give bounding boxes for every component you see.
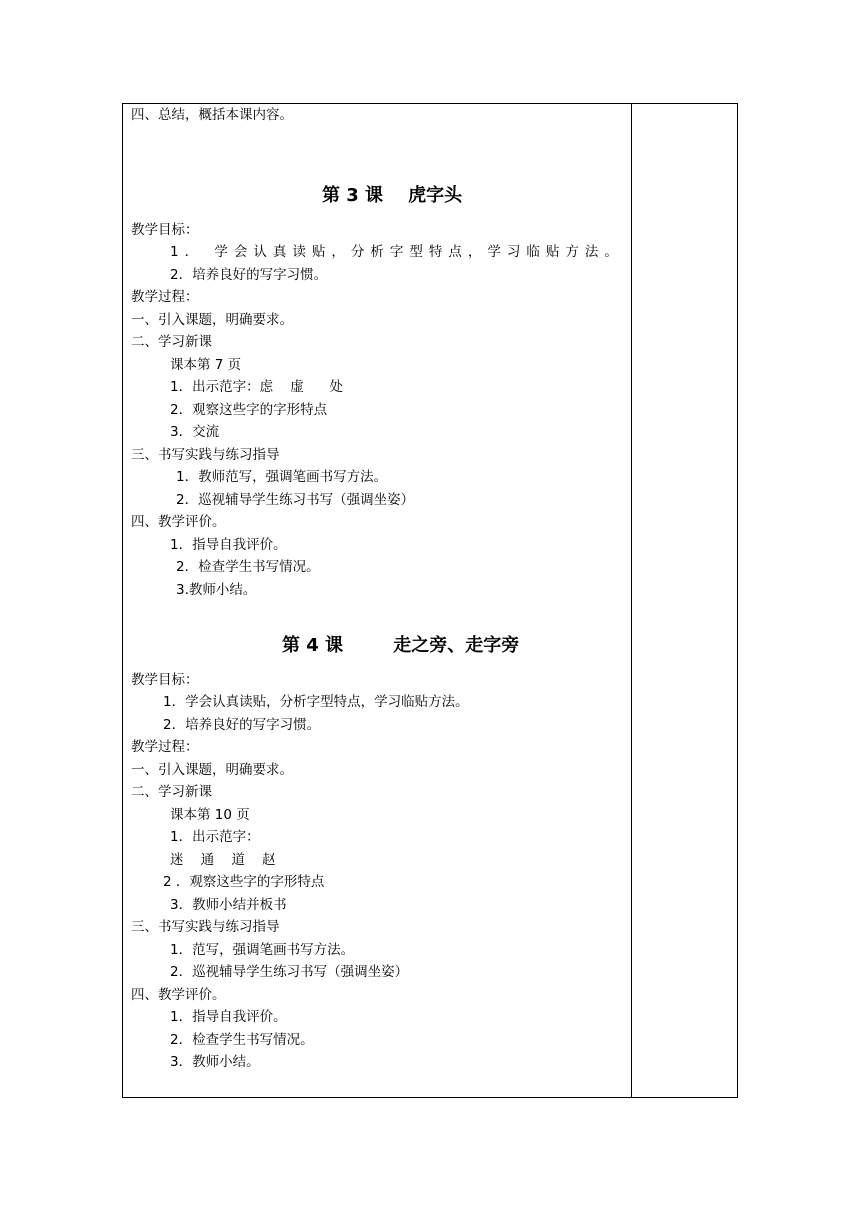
lesson-3-step-3: 三、书写实践与练习指导 <box>131 447 280 463</box>
lesson-4-step-4-item-2: 2．检查学生书写情况。 <box>170 1032 314 1048</box>
lesson-4-step-3-item-2: 2．巡视辅导学生练习书写（强调坐姿） <box>170 964 409 980</box>
lesson-3-page-ref: 课本第 7 页 <box>170 357 242 373</box>
lesson-3-step-4: 四、教学评价。 <box>131 514 226 530</box>
lesson-3-step-4-item-2: 2．检查学生书写情况。 <box>176 559 320 575</box>
lesson-4-process-heading: 教学过程： <box>131 739 199 755</box>
lesson-3-step-3-item-1: 1．教师范写，强调笔画书写方法。 <box>176 469 388 485</box>
lesson-3-step-2-item-2: 2．观察这些字的字形特点 <box>170 402 328 418</box>
table-column-divider <box>631 103 632 1098</box>
lesson-3-goal-1: 1． 学会认真读贴，分析字型特点，学习临贴方法。 <box>170 244 624 260</box>
lesson-4-step-4: 四、教学评价。 <box>131 987 226 1003</box>
lesson-4-step-2-item-3: 3．教师小结并板书 <box>170 897 287 913</box>
lesson-4-goal-1: 1．学会认真读贴，分析字型特点，学习临贴方法。 <box>163 694 469 710</box>
lesson-3-step-1: 一、引入课题，明确要求。 <box>131 312 293 328</box>
lesson-4-goal-2: 2．培养良好的写字习惯。 <box>163 717 321 733</box>
lesson-4-step-4-item-3: 3．教师小结。 <box>170 1054 260 1070</box>
lesson-3-goal-heading: 教学目标： <box>131 222 199 238</box>
lesson-4-page-ref: 课本第 10 页 <box>170 807 250 823</box>
lesson-4-step-4-item-1: 1．指导自我评价。 <box>170 1009 287 1025</box>
lesson-4-step-3-item-1: 1．范写，强调笔画书写方法。 <box>170 942 355 958</box>
lesson-4-step-2: 二、学习新课 <box>131 784 212 800</box>
lesson-4-step-1: 一、引入课题，明确要求。 <box>131 762 293 778</box>
lesson-4-title: 第 4 课 走之旁、走字旁 <box>282 635 520 656</box>
lesson-3-step-2: 二、学习新课 <box>131 334 212 350</box>
lesson-3-process-heading: 教学过程： <box>131 289 199 305</box>
lesson-3-goal-2: 2．培养良好的写字习惯。 <box>170 267 328 283</box>
lesson-3-step-3-item-2: 2．巡视辅导学生练习书写（强调坐姿） <box>176 492 415 508</box>
lesson-3-step-2-item-3: 3．交流 <box>170 424 220 440</box>
lesson-3-step-4-item-1: 1．指导自我评价。 <box>170 537 287 553</box>
lesson-3-title: 第 3 课 虎字头 <box>322 185 463 206</box>
lesson-3-step-4-item-3: 3.教师小结。 <box>176 582 257 598</box>
summary-line: 四、总结，概括本课内容。 <box>131 107 293 123</box>
lesson-4-step-2-item-1: 1．出示范字： <box>170 829 260 845</box>
lesson-3-step-2-item-1: 1．出示范字：虑 虚 处 <box>170 379 344 395</box>
lesson-4-goal-heading: 教学目标： <box>131 672 199 688</box>
lesson-4-step-3: 三、书写实践与练习指导 <box>131 919 280 935</box>
lesson-4-sample-characters: 迷 通 道 赵 <box>170 852 276 868</box>
lesson-4-step-2-item-2: 2 ．观察这些字的字形特点 <box>163 874 325 890</box>
